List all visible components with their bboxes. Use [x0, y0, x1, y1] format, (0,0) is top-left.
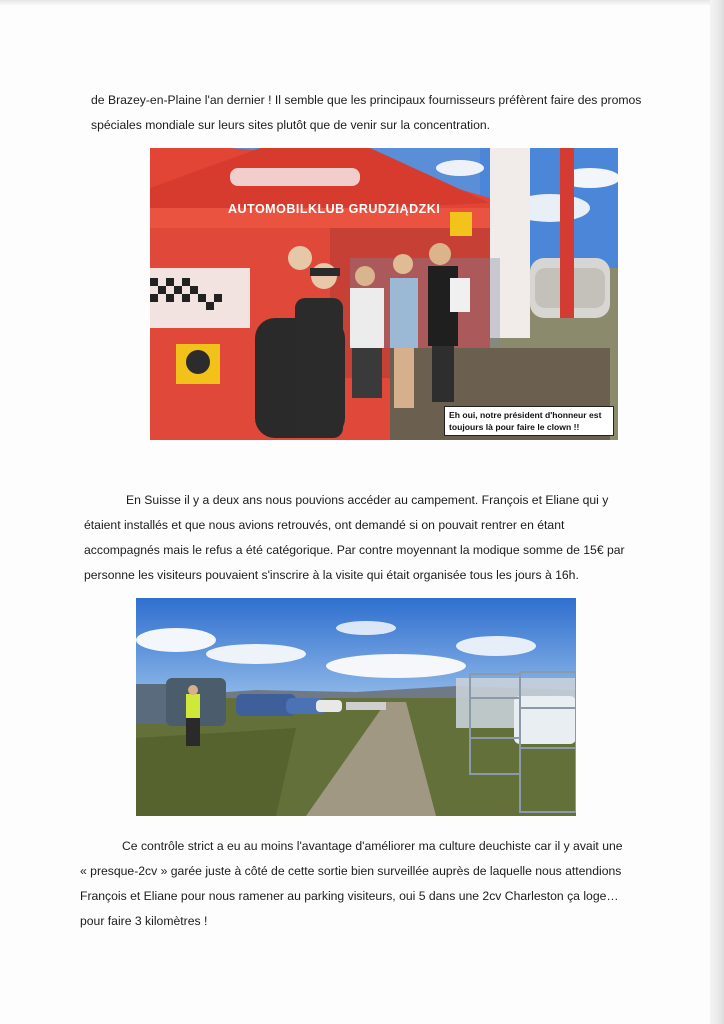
text-line: En Suisse il y a deux ans nous pouvions accéder au campement. François et Eliane qui y [126, 493, 609, 507]
campsite-photo-drawing [136, 598, 576, 816]
text-line: personne les visiteurs pouvaient s'inscrire à la visite qui était organisée tous les jours à 16h. [84, 568, 579, 582]
paragraph-2 [84, 488, 625, 588]
paragraph-3 [80, 834, 623, 934]
caption-line: Eh oui, notre président d'honneur est [449, 410, 602, 420]
photo-automobilklub-tent [150, 148, 618, 440]
scan-right-edge [710, 0, 724, 1024]
scan-top-edge [0, 0, 724, 6]
text-line: Ce contrôle strict a eu au moins l'avantage d'améliorer ma culture deuchiste car il y avait une [122, 839, 623, 853]
caption-line: toujours là pour faire le clown !! [449, 422, 580, 432]
photo-campsite [136, 598, 576, 816]
text-line: étaient installés et que nous avions retrouvés, ont demandé si on pouvait rentrer en étant [84, 518, 565, 532]
tent-photo-drawing [150, 148, 618, 440]
text-line: spéciales mondiale sur leurs sites plutôt que de venir sur la concentration. [91, 118, 491, 132]
text-line: pour faire 3 kilomètres ! [80, 914, 208, 928]
text-line: « presque-2cv » garée juste à côté de cette sortie bien surveillée auprès de laquelle nous attendions [80, 864, 622, 878]
text-line: François et Eliane pour nous ramener au parking visiteurs, oui 5 dans une 2cv Charleston ça loge… [80, 889, 619, 903]
tent-banner-text: AUTOMOBILKLUB GRUDZIĄDZKI [228, 202, 441, 216]
paragraph-1 [91, 88, 641, 138]
text-line: de Brazey-en-Plaine l'an dernier ! Il semble que les principaux fournisseurs préfèrent faire des promos [91, 93, 642, 107]
photo-caption [444, 406, 614, 436]
text-line: accompagnés mais le refus a été catégorique. Par contre moyennant la modique somme de 15€ par [84, 543, 625, 557]
